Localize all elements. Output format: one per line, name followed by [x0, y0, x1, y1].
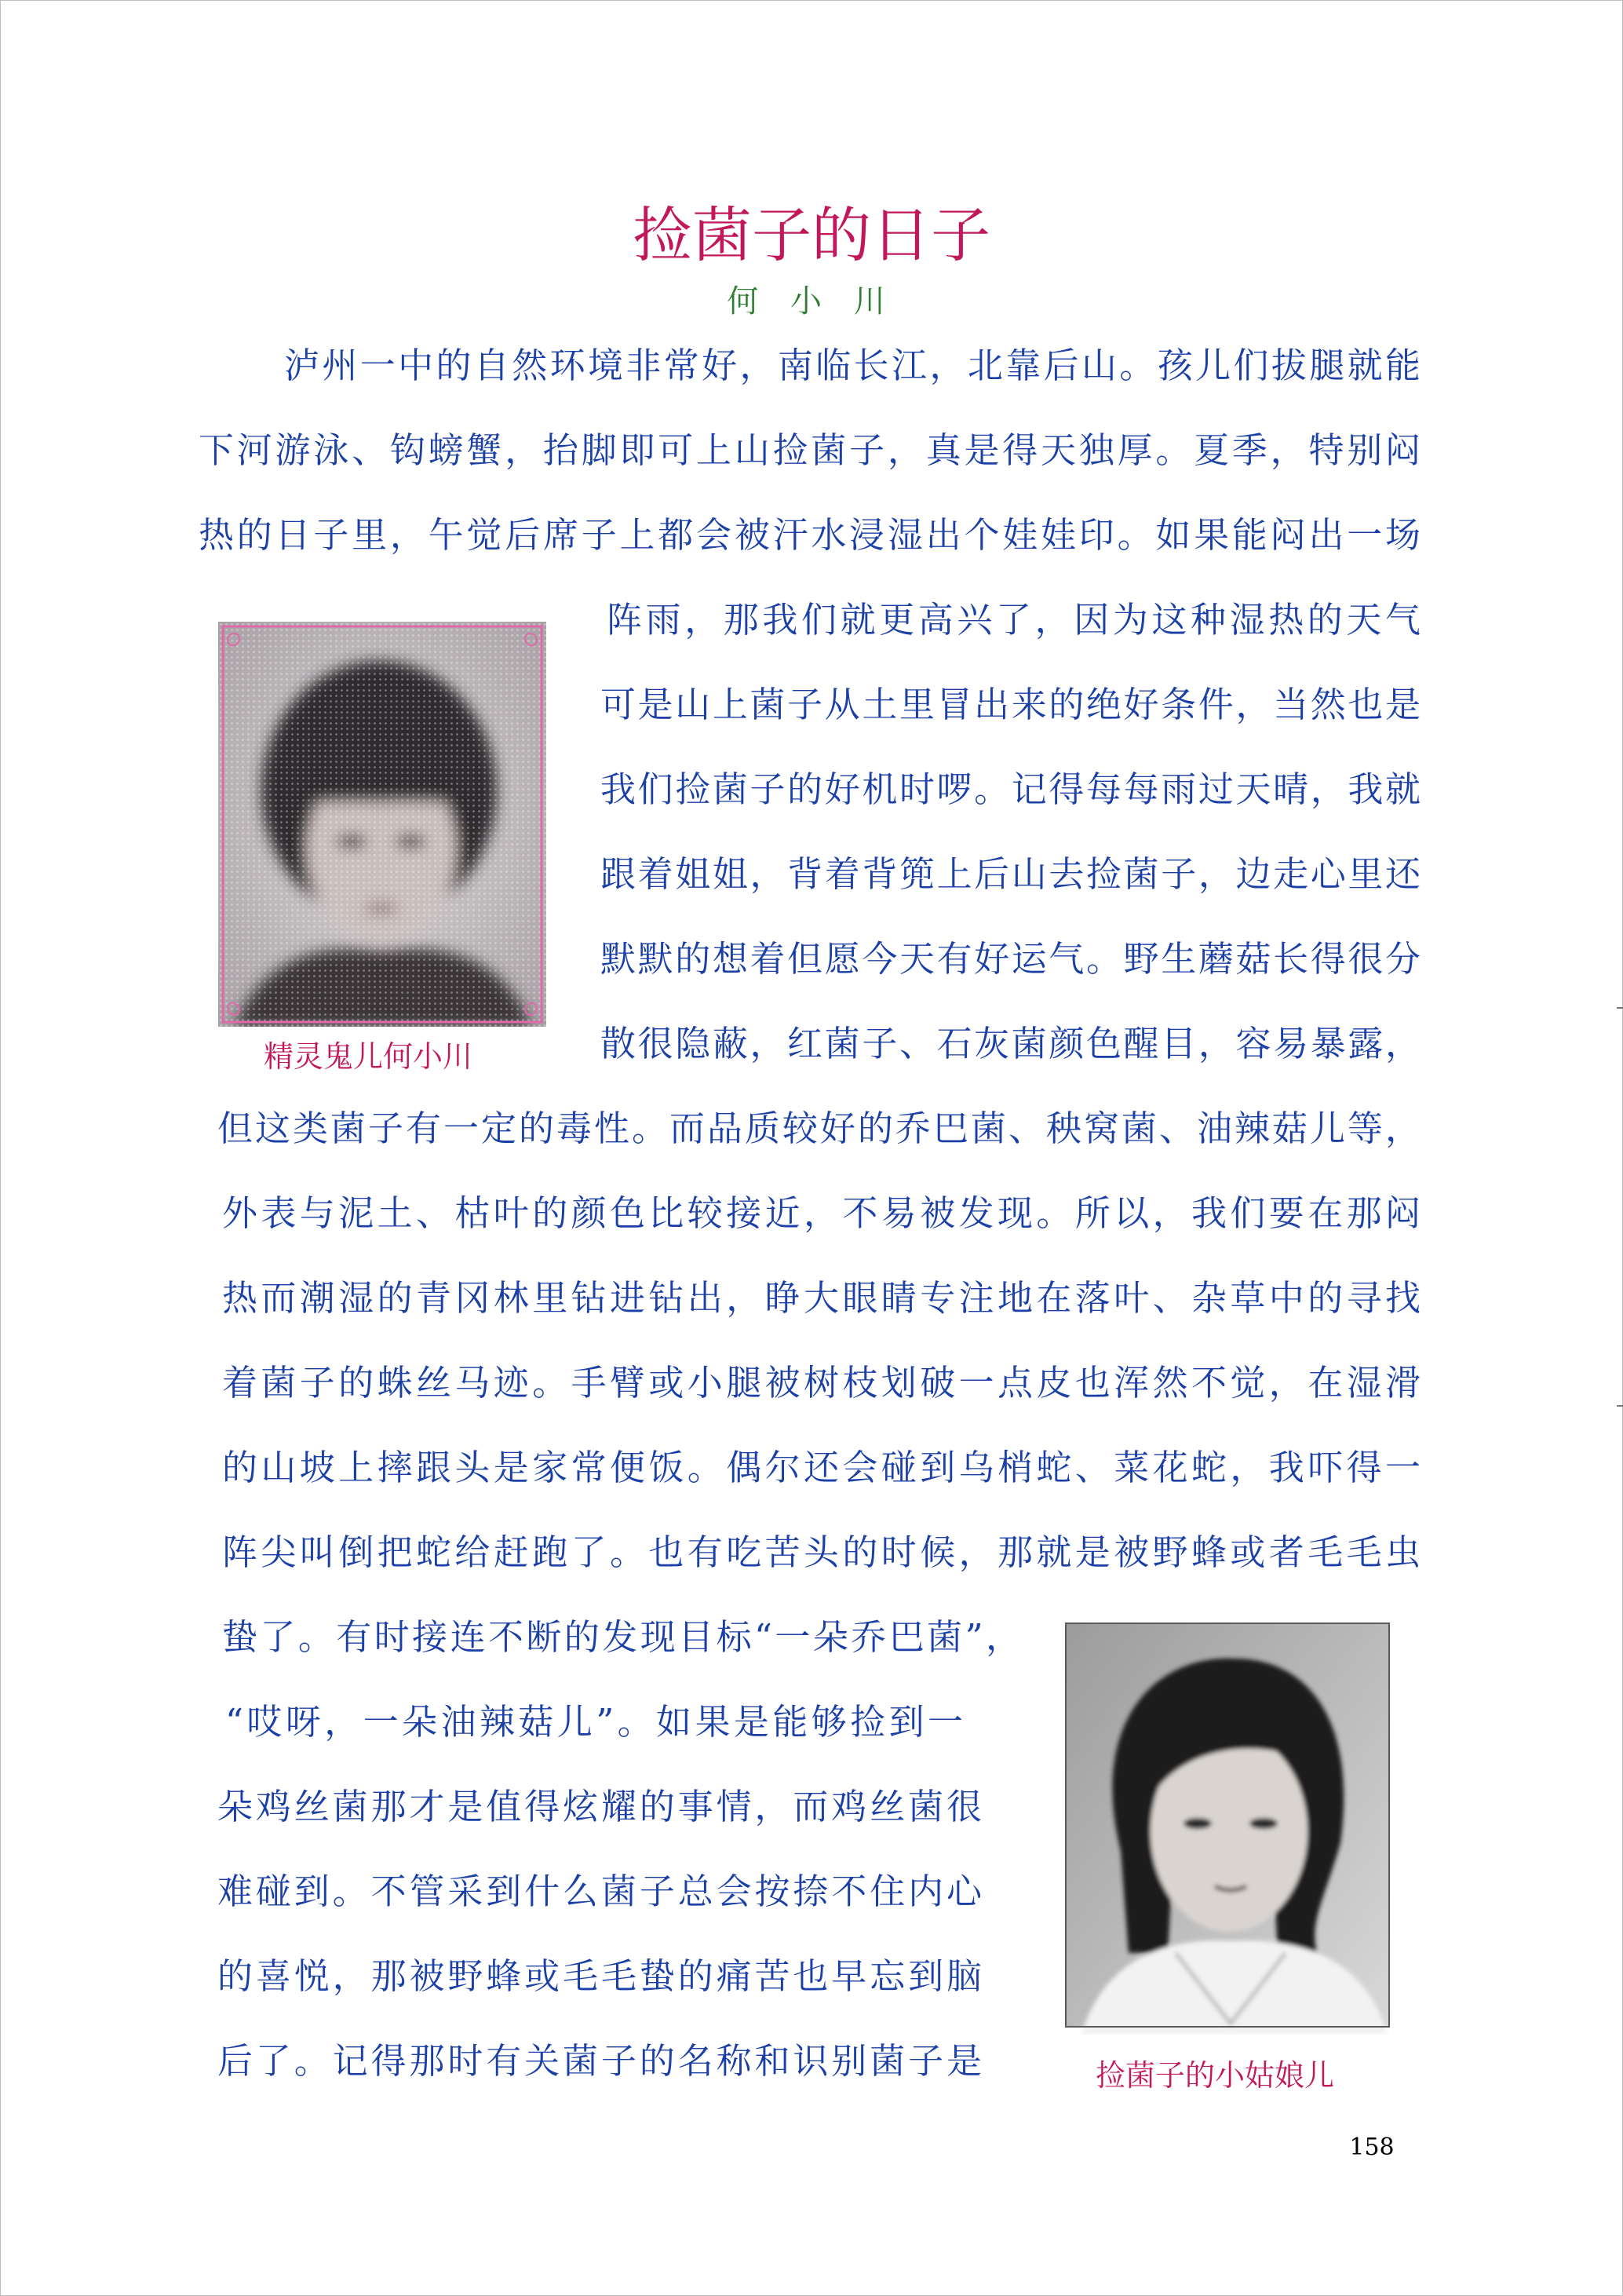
edge-mark [1617, 1405, 1623, 1407]
page-number: 158 [1349, 2134, 1395, 2161]
text-line: 难碰到。不管采到什么菌子总会按捺不住内心 [217, 1871, 982, 1912]
text-line: 我们捡菌子的好机时啰。记得每每雨过天晴，我就 [600, 768, 1421, 810]
portrait-image [1058, 1615, 1397, 2035]
text-line: 蛰了。有时接连不断的发现目标“一朵乔巴菌”， [222, 1616, 1021, 1658]
article-title: 捡菌子的日子 [633, 200, 990, 270]
text-line: 泸州一中的自然环境非常好，南临长江，北靠后山。孩儿们拔腿就能 [284, 345, 1421, 386]
portrait-image [218, 622, 546, 1027]
text-line: 热的日子里，午觉后席子上都会被汗水浸湿出个娃娃印。如果能闷出一场 [199, 514, 1421, 556]
text-line: 可是山上菌子从土里冒出来的绝好条件，当然也是 [600, 684, 1421, 725]
edge-mark [1617, 1007, 1623, 1009]
text-line: 但这类菌子有一定的毒性。而品质较好的乔巴菌、秧窝菌、油辣菇儿等， [217, 1108, 1421, 1149]
text-line: 着菌子的蛛丝马迹。手臂或小腿被树枝划破一点皮也浑然不觉，在湿滑 [222, 1362, 1421, 1404]
photo-caption-top: 精灵鬼儿何小川 [264, 1039, 473, 1074]
text-line: 散很隐蔽，红菌子、石灰菌颜色醒目，容易暴露， [600, 1023, 1421, 1064]
text-line: 热而潮湿的青冈林里钻进钻出，睁大眼睛专注地在落叶、杂草中的寻找 [222, 1277, 1421, 1319]
portrait-photo-top [218, 622, 546, 1027]
text-line: 的喜悦，那被野蜂或毛毛蛰的痛苦也早忘到脑 [217, 1955, 982, 1997]
text-line: 外表与泥土、枯叶的颜色比较接近，不易被发现。所以，我们要在那闷 [222, 1192, 1421, 1234]
text-line: 朵鸡丝菌那才是值得炫耀的事情，而鸡丝菌很 [217, 1786, 982, 1827]
text-line: 的山坡上摔跟头是家常便饭。偶尔还会碰到乌梢蛇、菜花蛇，我吓得一 [222, 1447, 1421, 1488]
text-line: 后了。记得那时有关菌子的名称和识别菌子是 [217, 2040, 982, 2082]
text-line: 阵雨，那我们就更高兴了，因为这种湿热的天气 [607, 599, 1421, 641]
text-line: 阵尖叫倒把蛇给赶跑了。也有吃苦头的时候，那就是被野蜂或者毛毛虫 [222, 1531, 1421, 1573]
article-author: 何 小 川 [727, 283, 896, 319]
text-line: 默默的想着但愿今天有好运气。野生蘑菇长得很分 [600, 938, 1421, 980]
photo-caption-bottom: 捡菌子的小姑娘儿 [1096, 2058, 1335, 2093]
text-line: 下河游泳、钩螃蟹，抬脚即可上山捡菌子，真是得天独厚。夏季，特别闷 [199, 429, 1421, 471]
text-line: “哎呀，一朵油辣菇儿”。如果是能够捡到一 [225, 1701, 963, 1743]
portrait-photo-bottom [1058, 1615, 1397, 2035]
text-line: 跟着姐姐，背着背篼上后山去捡菌子，边走心里还 [600, 853, 1421, 895]
